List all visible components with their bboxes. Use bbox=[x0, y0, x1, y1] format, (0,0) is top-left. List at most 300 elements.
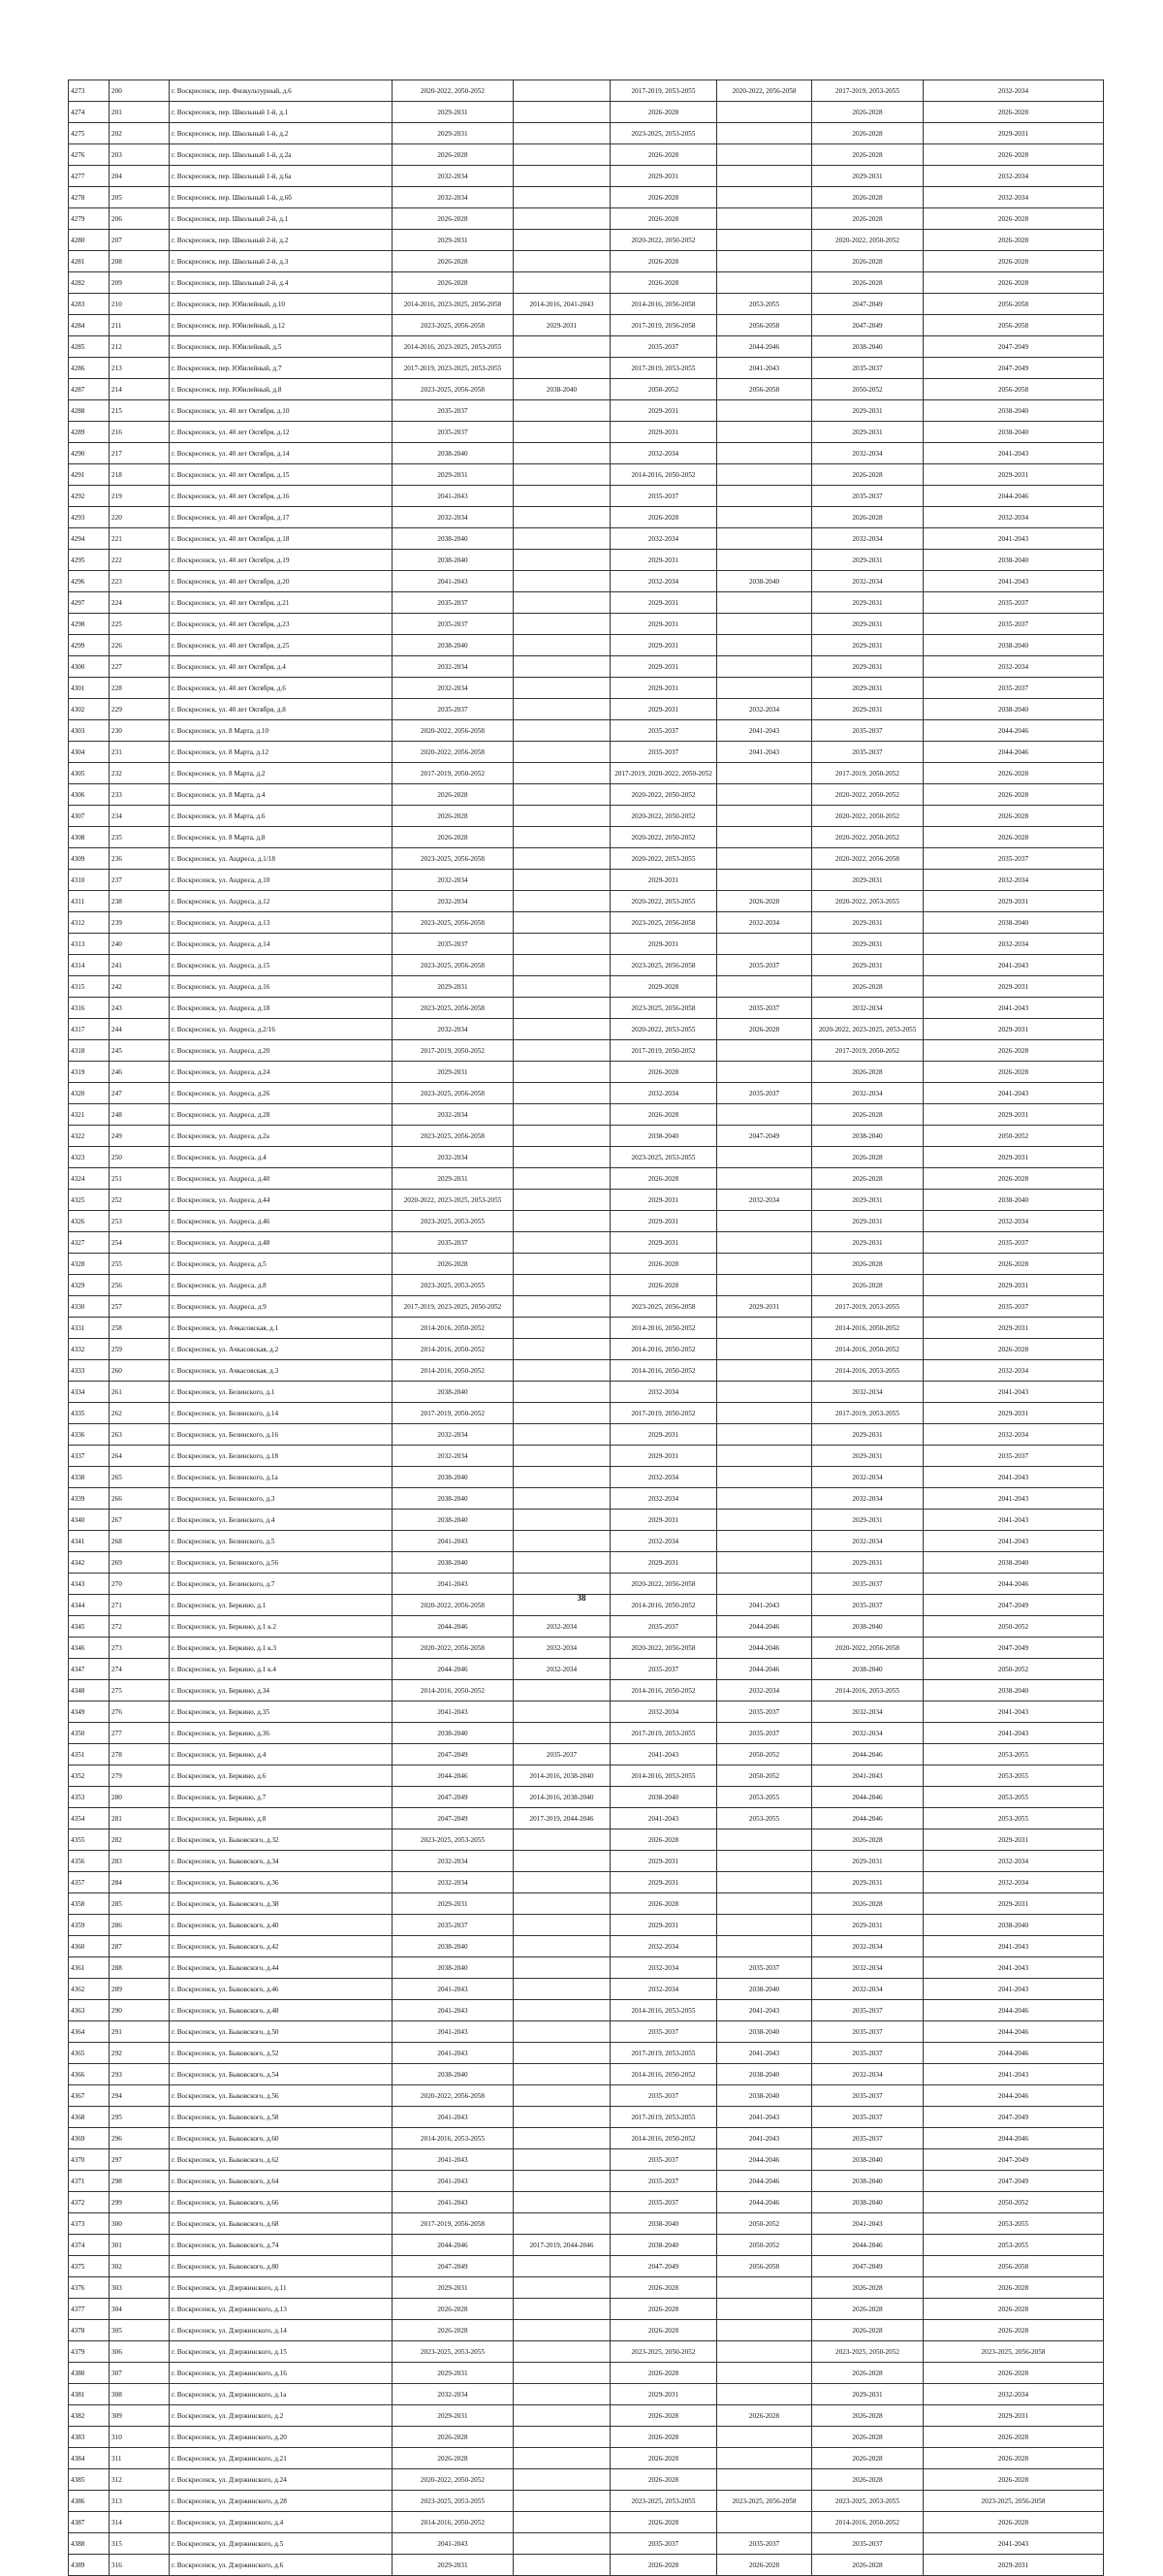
table-row bbox=[69, 1296, 1104, 1318]
period-1-cell: 2023-2025, 2056-2058 bbox=[393, 1126, 514, 1147]
item-index-cell: 227 bbox=[110, 656, 170, 678]
period-2-cell bbox=[514, 1190, 611, 1211]
period-5-cell: 2026-2028 bbox=[812, 2427, 924, 2448]
table-row bbox=[69, 1510, 1104, 1531]
row-number-cell: 4275 bbox=[69, 123, 110, 144]
item-index-cell: 294 bbox=[110, 2085, 170, 2107]
row-number-cell: 4349 bbox=[69, 1701, 110, 1723]
period-2-cell bbox=[514, 2021, 611, 2043]
row-number-cell: 4318 bbox=[69, 1040, 110, 1062]
period-2-cell bbox=[514, 976, 611, 998]
period-4-cell: 2032-2034 bbox=[717, 1190, 812, 1211]
row-number-cell: 4287 bbox=[69, 379, 110, 400]
item-index-cell: 277 bbox=[110, 1723, 170, 1744]
period-3-cell: 2023-2025, 2056-2058 bbox=[611, 1296, 717, 1318]
period-5-cell: 2029-2031 bbox=[812, 166, 924, 187]
period-5-cell: 2044-2046 bbox=[812, 1744, 924, 1765]
period-3-cell: 2014-2016, 2050-2052 bbox=[611, 1339, 717, 1360]
period-2-cell bbox=[514, 2320, 611, 2341]
address-cell: г. Воскресенск, ул. 40 лет Октября, д.20 bbox=[170, 571, 393, 592]
period-4-cell bbox=[717, 976, 812, 998]
address-cell: г. Воскресенск, ул. Беркино, д.34 bbox=[170, 1680, 393, 1701]
period-1-cell: 2038-2040 bbox=[393, 550, 514, 571]
period-6-cell: 2041-2043 bbox=[924, 1531, 1104, 1552]
period-5-cell: 2026-2028 bbox=[812, 208, 924, 230]
item-index-cell: 214 bbox=[110, 379, 170, 400]
period-1-cell: 2032-2034 bbox=[393, 656, 514, 678]
table-row bbox=[69, 891, 1104, 912]
row-number-cell: 4333 bbox=[69, 1360, 110, 1382]
period-3-cell: 2035-2037 bbox=[611, 2171, 717, 2192]
item-index-cell: 254 bbox=[110, 1232, 170, 1254]
table-row bbox=[69, 1829, 1104, 1851]
period-6-cell: 2050-2052 bbox=[924, 2192, 1104, 2213]
period-2-cell bbox=[514, 2491, 611, 2512]
item-index-cell: 303 bbox=[110, 2277, 170, 2299]
period-6-cell: 2053-2055 bbox=[924, 1744, 1104, 1765]
period-1-cell: 2026-2028 bbox=[393, 1254, 514, 1275]
period-4-cell bbox=[717, 400, 812, 422]
table-row bbox=[69, 230, 1104, 251]
period-6-cell: 2044-2046 bbox=[924, 2085, 1104, 2107]
table-row bbox=[69, 2000, 1104, 2021]
period-1-cell: 2029-2031 bbox=[393, 123, 514, 144]
row-number-cell: 4283 bbox=[69, 294, 110, 315]
period-2-cell: 2017-2019, 2044-2046 bbox=[514, 1808, 611, 1829]
row-number-cell: 4340 bbox=[69, 1510, 110, 1531]
table-row bbox=[69, 422, 1104, 443]
table-row bbox=[69, 443, 1104, 464]
period-2-cell bbox=[514, 656, 611, 678]
period-1-cell: 2017-2019, 2050-2052 bbox=[393, 1040, 514, 1062]
item-index-cell: 208 bbox=[110, 251, 170, 272]
period-5-cell: 2038-2040 bbox=[812, 1126, 924, 1147]
period-5-cell: 2035-2037 bbox=[812, 720, 924, 742]
period-1-cell: 2026-2028 bbox=[393, 784, 514, 806]
period-1-cell: 2014-2016, 2050-2052 bbox=[393, 1339, 514, 1360]
period-6-cell: 2026-2028 bbox=[924, 251, 1104, 272]
period-5-cell: 2035-2037 bbox=[812, 2533, 924, 2555]
period-1-cell: 2023-2025, 2053-2055 bbox=[393, 2341, 514, 2363]
period-2-cell bbox=[514, 1232, 611, 1254]
period-5-cell: 2026-2028 bbox=[812, 102, 924, 123]
period-4-cell bbox=[717, 656, 812, 678]
period-5-cell: 2026-2028 bbox=[812, 1147, 924, 1168]
period-5-cell: 2047-2049 bbox=[812, 315, 924, 336]
period-5-cell: 2029-2031 bbox=[812, 699, 924, 720]
address-cell: г. Воскресенск, ул. Белинского, д.4 bbox=[170, 1510, 393, 1531]
item-index-cell: 262 bbox=[110, 1403, 170, 1424]
row-number-cell: 4350 bbox=[69, 1723, 110, 1744]
period-3-cell: 2050-2052 bbox=[611, 379, 717, 400]
period-3-cell: 2017-2019, 2056-2058 bbox=[611, 315, 717, 336]
period-4-cell: 2038-2040 bbox=[717, 2085, 812, 2107]
row-number-cell: 4282 bbox=[69, 272, 110, 294]
period-6-cell: 2041-2043 bbox=[924, 1467, 1104, 1488]
period-5-cell: 2014-2016, 2053-2055 bbox=[812, 1680, 924, 1701]
table-row bbox=[69, 998, 1104, 1019]
table-row bbox=[69, 2320, 1104, 2341]
table-row bbox=[69, 486, 1104, 507]
row-number-cell: 4352 bbox=[69, 1765, 110, 1787]
period-6-cell: 2026-2028 bbox=[924, 806, 1104, 827]
period-2-cell bbox=[514, 187, 611, 208]
period-6-cell: 2026-2028 bbox=[924, 1062, 1104, 1083]
period-2-cell bbox=[514, 230, 611, 251]
table-row bbox=[69, 2277, 1104, 2299]
period-6-cell: 2035-2037 bbox=[924, 1296, 1104, 1318]
period-3-cell: 2026-2028 bbox=[611, 1829, 717, 1851]
period-6-cell: 2032-2034 bbox=[924, 80, 1104, 102]
period-6-cell: 2032-2034 bbox=[924, 507, 1104, 528]
period-4-cell: 2026-2028 bbox=[717, 891, 812, 912]
row-number-cell: 4356 bbox=[69, 1851, 110, 1872]
period-1-cell: 2035-2037 bbox=[393, 1232, 514, 1254]
item-index-cell: 235 bbox=[110, 827, 170, 848]
period-3-cell: 2026-2028 bbox=[611, 1254, 717, 1275]
table-row bbox=[69, 2299, 1104, 2320]
row-number-cell: 4342 bbox=[69, 1552, 110, 1574]
address-cell: г. Воскресенск, ул. Быковского, д.56 bbox=[170, 2085, 393, 2107]
table-row bbox=[69, 144, 1104, 166]
period-4-cell bbox=[717, 1168, 812, 1190]
address-cell: г. Воскресенск, ул. Беркино, д.36 bbox=[170, 1723, 393, 1744]
period-1-cell: 2032-2034 bbox=[393, 507, 514, 528]
period-4-cell bbox=[717, 2277, 812, 2299]
row-number-cell: 4375 bbox=[69, 2256, 110, 2277]
address-cell: г. Воскресенск, ул. Андреса, д.48 bbox=[170, 1232, 393, 1254]
period-5-cell: 2035-2037 bbox=[812, 2000, 924, 2021]
period-5-cell: 2029-2031 bbox=[812, 1232, 924, 1254]
period-6-cell: 2032-2034 bbox=[924, 1360, 1104, 1382]
period-2-cell bbox=[514, 2256, 611, 2277]
period-2-cell bbox=[514, 1936, 611, 1957]
period-4-cell: 2020-2022, 2056-2058 bbox=[717, 80, 812, 102]
period-6-cell: 2044-2046 bbox=[924, 2000, 1104, 2021]
period-1-cell: 2032-2034 bbox=[393, 1872, 514, 1893]
period-1-cell: 2026-2028 bbox=[393, 144, 514, 166]
period-1-cell: 2020-2022, 2056-2058 bbox=[393, 1638, 514, 1659]
address-cell: г. Воскресенск, ул. Дзержинского, д.16 bbox=[170, 2363, 393, 2384]
row-number-cell: 4305 bbox=[69, 763, 110, 784]
address-cell: г. Воскресенск, ул. Быковского, д.64 bbox=[170, 2171, 393, 2192]
period-3-cell: 2032-2034 bbox=[611, 1488, 717, 1510]
address-cell: г. Воскресенск, ул. Дзержинского, д.5 bbox=[170, 2533, 393, 2555]
period-3-cell: 2026-2028 bbox=[611, 144, 717, 166]
period-3-cell: 2020-2022, 2053-2055 bbox=[611, 891, 717, 912]
row-number-cell: 4322 bbox=[69, 1126, 110, 1147]
period-4-cell bbox=[717, 2299, 812, 2320]
period-1-cell: 2038-2040 bbox=[393, 1467, 514, 1488]
period-4-cell bbox=[717, 1574, 812, 1595]
table-row bbox=[69, 2149, 1104, 2171]
row-number-cell: 4379 bbox=[69, 2341, 110, 2363]
period-2-cell bbox=[514, 336, 611, 358]
period-5-cell: 2029-2031 bbox=[812, 592, 924, 614]
address-cell: г. Воскресенск, ул. Андреса, д.26 bbox=[170, 1083, 393, 1104]
item-index-cell: 224 bbox=[110, 592, 170, 614]
table-row bbox=[69, 592, 1104, 614]
table-row bbox=[69, 1787, 1104, 1808]
period-5-cell: 2032-2034 bbox=[812, 1083, 924, 1104]
period-4-cell: 2035-2037 bbox=[717, 2533, 812, 2555]
row-number-cell: 4354 bbox=[69, 1808, 110, 1829]
period-5-cell: 2038-2040 bbox=[812, 1659, 924, 1680]
period-5-cell: 2035-2037 bbox=[812, 2107, 924, 2128]
item-index-cell: 273 bbox=[110, 1638, 170, 1659]
table-row bbox=[69, 1488, 1104, 1510]
address-cell: г. Воскресенск, ул. Андреса, д.16 bbox=[170, 976, 393, 998]
table-row bbox=[69, 1019, 1104, 1040]
period-4-cell bbox=[717, 1829, 812, 1851]
period-1-cell: 2038-2040 bbox=[393, 1510, 514, 1531]
period-2-cell bbox=[514, 1872, 611, 1893]
item-index-cell: 304 bbox=[110, 2299, 170, 2320]
period-2-cell bbox=[514, 144, 611, 166]
period-5-cell: 2026-2028 bbox=[812, 2299, 924, 2320]
period-1-cell: 2029-2031 bbox=[393, 102, 514, 123]
address-cell: г. Воскресенск, ул. 40 лет Октября, д.15 bbox=[170, 464, 393, 486]
period-2-cell bbox=[514, 1382, 611, 1403]
period-5-cell: 2029-2031 bbox=[812, 1510, 924, 1531]
period-4-cell: 2044-2046 bbox=[717, 1659, 812, 1680]
table-row bbox=[69, 1083, 1104, 1104]
item-index-cell: 269 bbox=[110, 1552, 170, 1574]
period-4-cell bbox=[717, 1446, 812, 1467]
period-6-cell: 2032-2034 bbox=[924, 1851, 1104, 1872]
period-6-cell: 2044-2046 bbox=[924, 1574, 1104, 1595]
table-row bbox=[69, 1574, 1104, 1595]
address-cell: г. Воскресенск, ул. Андреса, д.5 bbox=[170, 1254, 393, 1275]
item-index-cell: 276 bbox=[110, 1701, 170, 1723]
period-4-cell: 2041-2043 bbox=[717, 2107, 812, 2128]
period-2-cell bbox=[514, 2085, 611, 2107]
item-index-cell: 236 bbox=[110, 848, 170, 870]
address-cell: г. Воскресенск, ул. Дзержинского, д.2 bbox=[170, 2405, 393, 2427]
item-index-cell: 210 bbox=[110, 294, 170, 315]
period-2-cell bbox=[514, 827, 611, 848]
table-row bbox=[69, 315, 1104, 336]
item-index-cell: 257 bbox=[110, 1296, 170, 1318]
table-row bbox=[69, 784, 1104, 806]
period-6-cell: 2026-2028 bbox=[924, 1040, 1104, 1062]
period-1-cell: 2032-2034 bbox=[393, 1147, 514, 1168]
period-5-cell: 2029-2031 bbox=[812, 1190, 924, 1211]
period-3-cell: 2026-2028 bbox=[611, 1062, 717, 1083]
period-3-cell: 2029-2031 bbox=[611, 614, 717, 635]
table-row bbox=[69, 187, 1104, 208]
period-3-cell: 2038-2040 bbox=[611, 1126, 717, 1147]
table-row bbox=[69, 1744, 1104, 1765]
period-3-cell: 2029-2031 bbox=[611, 1232, 717, 1254]
table-row bbox=[69, 1872, 1104, 1893]
row-number-cell: 4382 bbox=[69, 2405, 110, 2427]
period-3-cell: 2023-2025, 2056-2058 bbox=[611, 912, 717, 934]
period-6-cell: 2026-2028 bbox=[924, 2363, 1104, 2384]
address-cell: г. Воскресенск, ул. Дзержинского, д.13 bbox=[170, 2299, 393, 2320]
period-1-cell: 2014-2016, 2050-2052 bbox=[393, 1360, 514, 1382]
period-4-cell bbox=[717, 1531, 812, 1552]
item-index-cell: 253 bbox=[110, 1211, 170, 1232]
item-index-cell: 313 bbox=[110, 2491, 170, 2512]
period-3-cell: 2029-2031 bbox=[611, 1424, 717, 1446]
period-2-cell bbox=[514, 1339, 611, 1360]
period-1-cell: 2023-2025, 2056-2058 bbox=[393, 1083, 514, 1104]
table-row bbox=[69, 763, 1104, 784]
period-3-cell: 2029-2031 bbox=[611, 592, 717, 614]
item-index-cell: 272 bbox=[110, 1616, 170, 1638]
period-6-cell: 2026-2028 bbox=[924, 1339, 1104, 1360]
period-1-cell: 2041-2043 bbox=[393, 1701, 514, 1723]
period-2-cell bbox=[514, 2064, 611, 2085]
period-3-cell: 2035-2037 bbox=[611, 486, 717, 507]
row-number-cell: 4317 bbox=[69, 1019, 110, 1040]
period-4-cell: 2050-2052 bbox=[717, 2235, 812, 2256]
table-row bbox=[69, 870, 1104, 891]
period-3-cell: 2041-2043 bbox=[611, 1808, 717, 1829]
period-3-cell: 2035-2037 bbox=[611, 2085, 717, 2107]
address-cell: г. Воскресенск, пер. Школьный 1-й, д.2 bbox=[170, 123, 393, 144]
item-index-cell: 240 bbox=[110, 934, 170, 955]
period-6-cell: 2026-2028 bbox=[924, 2320, 1104, 2341]
period-6-cell: 2026-2028 bbox=[924, 763, 1104, 784]
period-3-cell: 2035-2037 bbox=[611, 1659, 717, 1680]
period-1-cell: 2035-2037 bbox=[393, 422, 514, 443]
address-cell: г. Воскресенск, ул. 8 Марта, д.4 bbox=[170, 784, 393, 806]
period-1-cell: 2038-2040 bbox=[393, 1488, 514, 1510]
period-3-cell: 2032-2034 bbox=[611, 1467, 717, 1488]
period-3-cell: 2023-2025, 2050-2052 bbox=[611, 2341, 717, 2363]
period-5-cell: 2038-2040 bbox=[812, 1616, 924, 1638]
period-2-cell bbox=[514, 592, 611, 614]
period-2-cell bbox=[514, 123, 611, 144]
period-5-cell: 2026-2028 bbox=[812, 1104, 924, 1126]
period-1-cell: 2029-2031 bbox=[393, 1168, 514, 1190]
row-number-cell: 4310 bbox=[69, 870, 110, 891]
address-cell: г. Воскресенск, пер. Школьный 2-й, д.2 bbox=[170, 230, 393, 251]
row-number-cell: 4286 bbox=[69, 358, 110, 379]
item-index-cell: 221 bbox=[110, 528, 170, 550]
period-6-cell: 2041-2043 bbox=[924, 1723, 1104, 1744]
period-6-cell: 2029-2031 bbox=[924, 1019, 1104, 1040]
period-2-cell bbox=[514, 80, 611, 102]
row-number-cell: 4362 bbox=[69, 1979, 110, 2000]
period-6-cell: 2029-2031 bbox=[924, 123, 1104, 144]
period-5-cell: 2029-2031 bbox=[812, 1211, 924, 1232]
address-cell: г. Воскресенск, ул. Быковского, д.36 bbox=[170, 1872, 393, 1893]
period-1-cell: 2041-2043 bbox=[393, 2043, 514, 2064]
period-3-cell: 2020-2022, 2050-2052 bbox=[611, 784, 717, 806]
period-5-cell: 2032-2034 bbox=[812, 1723, 924, 1744]
row-number-cell: 4278 bbox=[69, 187, 110, 208]
row-number-cell: 4309 bbox=[69, 848, 110, 870]
period-3-cell: 2035-2037 bbox=[611, 2149, 717, 2171]
item-index-cell: 209 bbox=[110, 272, 170, 294]
period-5-cell: 2029-2031 bbox=[812, 1552, 924, 1574]
row-number-cell: 4363 bbox=[69, 2000, 110, 2021]
period-4-cell bbox=[717, 187, 812, 208]
row-number-cell: 4345 bbox=[69, 1616, 110, 1638]
period-4-cell: 2056-2058 bbox=[717, 2256, 812, 2277]
row-number-cell: 4290 bbox=[69, 443, 110, 464]
period-2-cell bbox=[514, 272, 611, 294]
period-1-cell: 2017-2019, 2050-2052 bbox=[393, 1403, 514, 1424]
period-4-cell: 2023-2025, 2056-2058 bbox=[717, 2491, 812, 2512]
period-5-cell: 2026-2028 bbox=[812, 1893, 924, 1915]
period-2-cell bbox=[514, 507, 611, 528]
address-cell: г. Воскресенск, пер. Школьный 2-й, д.3 bbox=[170, 251, 393, 272]
period-5-cell: 2026-2028 bbox=[812, 144, 924, 166]
table-row bbox=[69, 1040, 1104, 1062]
row-number-cell: 4320 bbox=[69, 1083, 110, 1104]
period-1-cell: 2047-2049 bbox=[393, 1808, 514, 1829]
period-2-cell bbox=[514, 2149, 611, 2171]
period-5-cell: 2032-2034 bbox=[812, 1467, 924, 1488]
period-6-cell: 2032-2034 bbox=[924, 2384, 1104, 2405]
period-5-cell: 2035-2037 bbox=[812, 358, 924, 379]
row-number-cell: 4364 bbox=[69, 2021, 110, 2043]
period-6-cell: 2041-2043 bbox=[924, 1488, 1104, 1510]
row-number-cell: 4348 bbox=[69, 1680, 110, 1701]
address-cell: г. Воскресенск, ул. Белинского, д.1 bbox=[170, 1382, 393, 1403]
period-1-cell: 2041-2043 bbox=[393, 2171, 514, 2192]
row-number-cell: 4281 bbox=[69, 251, 110, 272]
period-4-cell: 2026-2028 bbox=[717, 1019, 812, 1040]
period-3-cell: 2026-2028 bbox=[611, 251, 717, 272]
period-2-cell bbox=[514, 955, 611, 976]
period-5-cell: 2023-2025, 2053-2055 bbox=[812, 2491, 924, 2512]
period-2-cell bbox=[514, 2128, 611, 2149]
row-number-cell: 4329 bbox=[69, 1275, 110, 1296]
period-6-cell: 2041-2043 bbox=[924, 1979, 1104, 2000]
row-number-cell: 4357 bbox=[69, 1872, 110, 1893]
period-6-cell: 2050-2052 bbox=[924, 1126, 1104, 1147]
period-6-cell: 2044-2046 bbox=[924, 2021, 1104, 2043]
period-3-cell: 2032-2034 bbox=[611, 1979, 717, 2000]
period-3-cell: 2020-2022, 2053-2055 bbox=[611, 1019, 717, 1040]
table-row bbox=[69, 678, 1104, 699]
period-5-cell: 2038-2040 bbox=[812, 336, 924, 358]
period-2-cell bbox=[514, 2213, 611, 2235]
period-6-cell: 2053-2055 bbox=[924, 2235, 1104, 2256]
period-3-cell: 2029-2031 bbox=[611, 1190, 717, 1211]
period-5-cell: 2035-2037 bbox=[812, 2085, 924, 2107]
row-number-cell: 4291 bbox=[69, 464, 110, 486]
period-4-cell: 2050-2052 bbox=[717, 2213, 812, 2235]
period-3-cell: 2029-2031 bbox=[611, 166, 717, 187]
period-3-cell: 2014-2016, 2050-2052 bbox=[611, 1360, 717, 1382]
period-5-cell: 2029-2031 bbox=[812, 422, 924, 443]
period-3-cell: 2035-2037 bbox=[611, 336, 717, 358]
period-4-cell: 2032-2034 bbox=[717, 1680, 812, 1701]
row-number-cell: 4326 bbox=[69, 1211, 110, 1232]
period-4-cell: 2044-2046 bbox=[717, 2149, 812, 2171]
address-cell: г. Воскресенск, ул. Андреса, д.1/18 bbox=[170, 848, 393, 870]
period-3-cell: 2029-2031 bbox=[611, 2384, 717, 2405]
period-5-cell: 2026-2028 bbox=[812, 1254, 924, 1275]
period-6-cell: 2053-2055 bbox=[924, 1787, 1104, 1808]
row-number-cell: 4334 bbox=[69, 1382, 110, 1403]
period-6-cell: 2050-2052 bbox=[924, 1659, 1104, 1680]
address-cell: г. Воскресенск, ул. Быковского, д.34 bbox=[170, 1851, 393, 1872]
item-index-cell: 206 bbox=[110, 208, 170, 230]
address-cell: г. Воскресенск, ул. Ачкасовская, д.3 bbox=[170, 1360, 393, 1382]
address-cell: г. Воскресенск, ул. 40 лет Октября, д.6 bbox=[170, 678, 393, 699]
row-number-cell: 4303 bbox=[69, 720, 110, 742]
item-index-cell: 288 bbox=[110, 1957, 170, 1979]
item-index-cell: 241 bbox=[110, 955, 170, 976]
period-6-cell: 2050-2052 bbox=[924, 1616, 1104, 1638]
